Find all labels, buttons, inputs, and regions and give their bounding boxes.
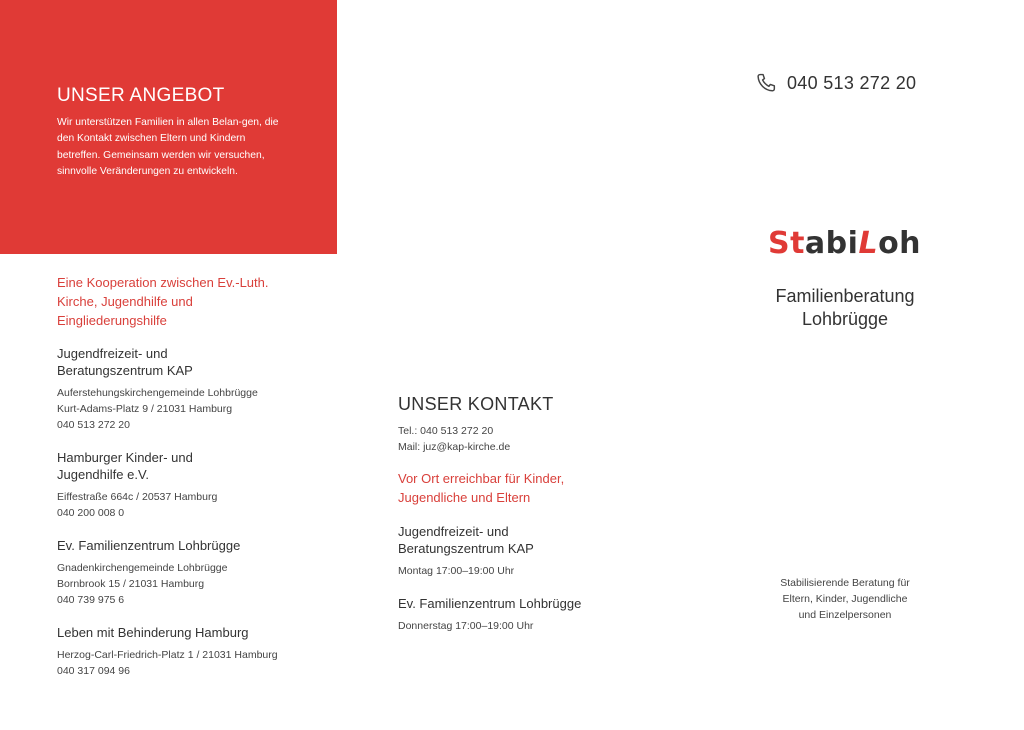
contact-phone: Tel.: 040 513 272 20: [398, 425, 494, 437]
logo-part: St: [767, 226, 805, 261]
phone-number: 040 513 272 20: [787, 72, 917, 93]
organisation-name: Jugendfreizeit- und Beratungszentrum KAP: [57, 346, 193, 378]
organisation-phone: 040 739 975 6: [57, 594, 125, 606]
organisation-address: Herzog-Carl-Friedrich-Platz 1 / 21031 Hamburg: [57, 649, 278, 661]
offer-heading: UNSER ANGEBOT: [57, 85, 225, 106]
organisation-name: Ev. Familienzentrum Lohbrügge: [57, 538, 241, 553]
contact-reach-note: Vor Ort erreichbar für Kinder, Jugendliche und Eltern: [398, 471, 565, 505]
organisation-address: Eiffestraße 664c / 20537 Hamburg: [57, 491, 218, 503]
organisation-list: [57, 345, 337, 695]
venue-item: [398, 595, 638, 634]
organisation-item: [57, 345, 337, 433]
organisation-item: [57, 537, 337, 608]
venue-name: Jugendfreizeit- und Beratungszentrum KAP: [398, 524, 534, 556]
header-phone: [755, 72, 916, 94]
venue-hours: Donnerstag 17:00–19:00 Uhr: [398, 620, 534, 632]
venue-name: Ev. Familienzentrum Lohbrügge: [398, 596, 582, 611]
contact-heading: UNSER KONTAKT: [398, 394, 554, 414]
phone-icon: [755, 72, 777, 94]
cooperation-intro: Eine Kooperation zwischen Ev.-Luth. Kirche, Jugendhilfe und Eingliederungshilfe: [57, 275, 269, 328]
brand-tagline: Familienberatung Lohbrügge: [775, 286, 915, 329]
venue-item: [398, 523, 638, 579]
logo-part: oh: [878, 226, 922, 261]
stabiloh-logo: [752, 226, 937, 261]
organisation-name: Hamburger Kinder- und Jugendhilfe e.V.: [57, 450, 193, 482]
organisation-detail: Auferstehungskirchengemeinde Lohbrügge: [57, 387, 258, 399]
organisation-phone: 040 513 272 20: [57, 419, 130, 431]
organisation-item: [57, 624, 337, 679]
logo-part: abi: [804, 226, 859, 261]
footer-description: Stabilisierende Beratung für Eltern, Kinder, Jugendliche und Einzelpersonen: [780, 577, 910, 621]
offer-panel: [0, 0, 337, 254]
offer-text: Wir unterstützen Familien in allen Belan-gen, die den Kontakt zwischen Eltern und Kindern betreffen. Gemeinsam werden wir versuchen, sinnvolle Veränderungen zu entwickeln.: [57, 117, 279, 177]
organisation-detail: Gnadenkirchengemeinde Lohbrügge: [57, 562, 228, 574]
venue-hours: Montag 17:00–19:00 Uhr: [398, 565, 515, 577]
organisation-item: [57, 449, 337, 521]
logo-part: L: [858, 226, 879, 261]
contact-section: [398, 394, 638, 650]
organisation-address: Kurt-Adams-Platz 9 / 21031 Hamburg: [57, 403, 233, 415]
organisation-phone: 040 200 008 0: [57, 507, 125, 519]
organisation-address: Bornbrook 15 / 21031 Hamburg: [57, 578, 205, 590]
organisation-phone: 040 317 094 96: [57, 665, 130, 677]
organisation-name: Leben mit Behinderung Hamburg: [57, 625, 249, 640]
contact-mail: Mail: juz@kap-kirche.de: [398, 441, 511, 453]
